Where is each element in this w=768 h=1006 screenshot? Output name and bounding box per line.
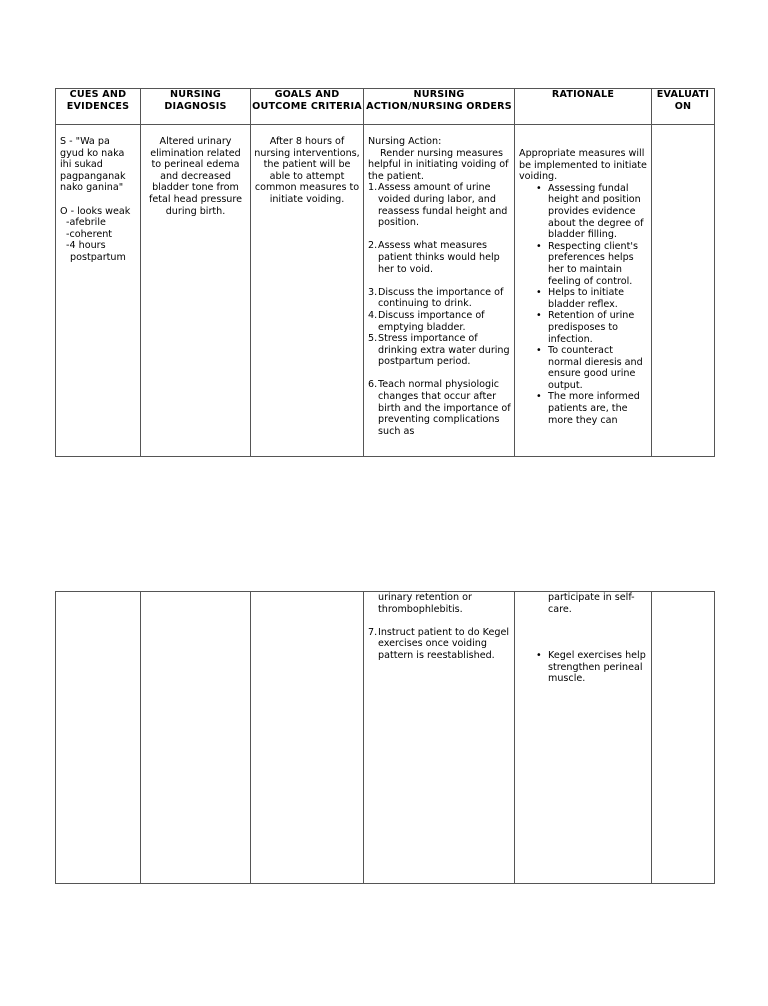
action-steps xyxy=(368,182,511,437)
diagnosis-cell xyxy=(141,125,251,457)
cues-cell xyxy=(56,125,141,457)
action-step: 2. Assess what measures patient thinks would help her to void. xyxy=(368,240,500,275)
rationale-item: • Helps to initiate bladder reflex. xyxy=(536,287,624,310)
rationale-item: • To counteract normal dieresis and ensure good urine output. xyxy=(536,345,643,391)
diagnosis-text: Altered urinary elimination related to perineal edema and decreased bladder tone from fetal head pressure during birth. xyxy=(148,136,243,217)
goals-text: After 8 hours of nursing interventions, the patient will be able to attempt common measures to initiate voiding. xyxy=(254,136,360,205)
rationale-item: • The more informed patients are, the more they can xyxy=(536,391,640,426)
objective-item: -afebrile xyxy=(66,217,106,229)
action-step: 3. Discuss the importance of continuing to drink. xyxy=(368,286,504,310)
objective-item: -4 hours xyxy=(66,240,106,252)
rationale-intro: Appropriate measures will be implemented to initiate voiding. xyxy=(519,148,647,183)
objective-cue: O - looks weak xyxy=(60,205,131,217)
action-heading: Nursing Action: xyxy=(368,136,442,147)
header-row xyxy=(56,89,715,125)
evaluation-cell xyxy=(652,125,715,457)
evaluation-text xyxy=(652,125,714,433)
body-row xyxy=(56,592,715,884)
action-cell xyxy=(364,592,515,884)
action-step: 7. Instruct patient to do Kegel exercises once voiding pattern is reestablished. xyxy=(368,626,510,661)
rationale-item: • Respecting client's preferences helps her to maintain feeling of control. xyxy=(536,240,639,287)
rationale-item: • Retention of urine predisposes to infection. xyxy=(536,310,635,345)
action-step: 1. Assess amount of urine voided during labor, and reassess fundal height and position. xyxy=(368,182,508,229)
action-intro: Render nursing measures helpful in initiating voiding of the patient. xyxy=(368,147,509,182)
goals-cell xyxy=(251,125,364,457)
header-evaluation: EVALUATI ON xyxy=(652,89,715,125)
rationale-cell xyxy=(515,125,652,457)
header-cues: CUES AND EVIDENCES xyxy=(56,89,141,125)
action-step: 6. Teach normal physiologic changes that occur after birth and the importance of preventing complications such as xyxy=(368,379,511,437)
rationale-bullets xyxy=(519,183,648,426)
care-plan-table-part-1 xyxy=(55,88,715,457)
rationale-item: • Assessing fundal height and position provides evidence about the degree of bladder filling. xyxy=(536,182,644,241)
action-cell xyxy=(364,125,515,457)
diagnosis-cell xyxy=(141,592,251,884)
body-row xyxy=(56,125,715,457)
goals-cell xyxy=(251,592,364,884)
header-diagnosis: NURSING DIAGNOSIS xyxy=(141,89,251,125)
subjective-cue: S - "Wa pa gyud ko naka ihi sukad pagpanganak nako ganina" xyxy=(60,136,126,194)
rationale-bullets-continued xyxy=(519,592,648,685)
objective-item: -coherent xyxy=(66,228,113,240)
rationale-cell xyxy=(515,592,652,884)
evaluation-cell xyxy=(652,592,715,884)
action-step: 4. Discuss importance of emptying bladder. xyxy=(368,309,485,333)
care-plan-table-part-2 xyxy=(55,591,715,884)
header-rationale: RATIONALE xyxy=(515,89,652,125)
header-action: NURSING ACTION/NURSING ORDERS xyxy=(364,89,515,125)
header-goals: GOALS AND OUTCOME CRITERIA xyxy=(251,89,364,125)
action-steps-continued xyxy=(368,592,511,662)
cues-cell xyxy=(56,592,141,884)
rationale-item-continuation: participate in self-care. xyxy=(548,592,635,615)
action-step-continuation: urinary retention or thrombophlebitis. xyxy=(378,592,472,615)
action-step: 5. Stress importance of drinking extra water during postpartum period. xyxy=(368,333,510,368)
rationale-item: • Kegel exercises help strengthen perineal muscle. xyxy=(536,649,646,685)
objective-item: postpartum xyxy=(70,251,126,263)
